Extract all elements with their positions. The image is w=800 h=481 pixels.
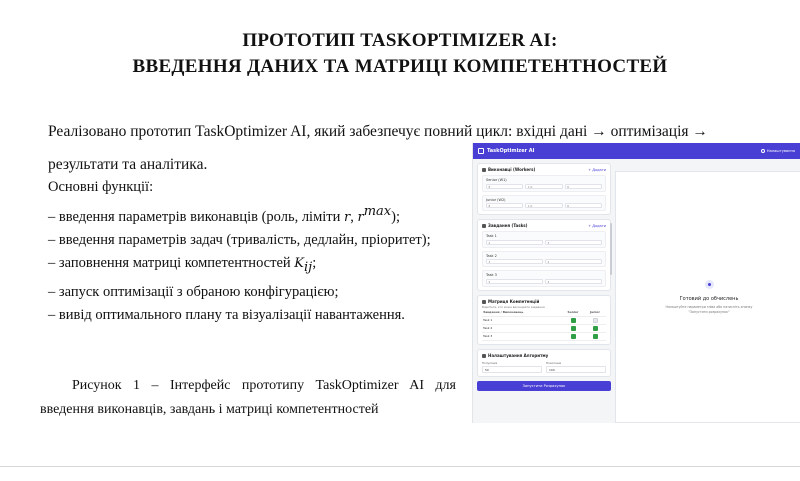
intro-line-2: результати та аналітика. [48, 156, 208, 173]
algo-title-wrap [482, 353, 548, 358]
functions-heading: Основні функції: [48, 179, 154, 195]
app-logo-icon [478, 148, 484, 154]
task-item [482, 231, 606, 248]
function-item-matrix-end: ; [312, 255, 317, 272]
function-item-tasks: – введення параметрів задач (тривалість, дедлайн, пріоритет); [48, 231, 431, 248]
matrix-row-task: Task 2 [483, 326, 493, 330]
task-field[interactable]: 3 [545, 240, 602, 245]
matrix-note: Відмітьте, хто може виконувати завдання [482, 304, 545, 309]
compute-icon [705, 280, 714, 289]
matrix-col-senior: Senior [567, 310, 579, 314]
task-field[interactable]: 3 [486, 259, 543, 264]
worker-field[interactable]: 8 [565, 184, 602, 189]
matrix-header-row [482, 309, 606, 317]
matrix-title: Матриця Компетенцій [488, 298, 540, 304]
population-input[interactable]: 50 [482, 366, 542, 373]
ready-title: Готовий до обчислень [679, 296, 739, 302]
task-item [482, 270, 606, 287]
worker-item [482, 175, 606, 192]
app-header [473, 143, 800, 159]
slide-title-line-2: ВВЕДЕННЯ ДАНИХ ТА МАТРИЦІ КОМПЕТЕНТНОСТЕЙ [132, 56, 668, 77]
task-field[interactable]: 2 [545, 259, 602, 264]
tasks-title: Завдання (Tasks) [488, 223, 528, 228]
worker-field[interactable]: 8 [486, 203, 523, 208]
matrix-row [482, 333, 606, 341]
matrix-row [482, 325, 606, 333]
symbol-separator: , [350, 208, 358, 225]
r-symbol: r [344, 209, 351, 225]
settings-button-label: Налаштування [766, 149, 795, 153]
input-column [477, 163, 611, 391]
rmax-superscript: max [363, 203, 392, 219]
function-item-output: – вивід оптимального плану та візуалізації навантаження. [48, 307, 405, 324]
worker-name: Junior (W2) [486, 197, 506, 202]
ready-state [616, 280, 800, 314]
figure-caption-line-1: Рисунок 1 – Інтерфейс прототипу TaskOptimizer AI для [72, 378, 456, 393]
tasks-scrollbar[interactable] [610, 223, 612, 275]
generations-label: Покоління [546, 360, 562, 365]
worker-name: Senior (W1) [486, 178, 507, 182]
task-name: Task 1 [486, 234, 497, 238]
function-item-run: – запуск оптимізації з обраною конфігурацією; [48, 283, 339, 300]
add-task-button[interactable]: + Додати [588, 223, 606, 228]
matrix-col-junior: Junior [590, 310, 600, 314]
task-field[interactable]: 3 [545, 279, 602, 284]
competence-checkbox[interactable] [593, 334, 598, 339]
tasks-card [477, 219, 611, 291]
competence-checkbox[interactable] [593, 326, 598, 331]
competence-checkbox[interactable] [593, 318, 598, 323]
matrix-card [477, 295, 611, 345]
footer-divider [0, 466, 800, 467]
app-screenshot [472, 143, 800, 423]
sliders-icon [482, 354, 486, 358]
settings-button[interactable] [761, 149, 795, 153]
matrix-title-wrap [482, 299, 539, 304]
generations-input[interactable]: 100 [546, 366, 606, 373]
worker-item [482, 195, 606, 212]
matrix-row [482, 317, 606, 325]
tasks-title-wrap [482, 223, 527, 228]
workers-title-wrap [482, 167, 535, 172]
k-symbol: K [294, 256, 304, 272]
competence-checkbox[interactable] [571, 318, 576, 323]
algorithm-card [477, 349, 611, 377]
matrix-row-task: Task 1 [483, 318, 493, 322]
function-item-workers [48, 200, 468, 229]
function-item-workers-end: ); [391, 208, 400, 225]
task-field[interactable]: 4 [486, 240, 543, 245]
run-calculation-button[interactable]: Запустити Розрахунок [477, 381, 611, 391]
matrix-col-task: Завдання / Виконавець [483, 310, 524, 314]
workers-title: Виконавці (Workers) [488, 167, 536, 172]
grid-icon [482, 300, 486, 304]
add-worker-button[interactable]: + Додати [588, 167, 606, 172]
slide-title [0, 28, 800, 80]
function-item-matrix [48, 252, 468, 280]
task-name: Task 3 [486, 273, 497, 277]
gear-icon [761, 149, 765, 153]
list-icon [482, 224, 486, 228]
matrix-row-task: Task 3 [483, 334, 493, 338]
worker-field[interactable]: 8 [565, 203, 602, 208]
task-field[interactable]: 5 [486, 279, 543, 284]
slide-title-line-1: ПРОТОТИП TASKOPTIMIZER AI: [242, 30, 558, 51]
function-item-matrix-text: – заповнення матриці компетентностей [48, 255, 295, 272]
functions-list [48, 176, 468, 328]
rmax-symbol: r [357, 209, 364, 225]
task-item [482, 251, 606, 268]
figure-caption-line-2: введення виконавців, завдань і матриці компетентностей [40, 402, 379, 417]
results-panel [615, 171, 800, 423]
workers-card [477, 163, 611, 215]
task-name: Task 2 [486, 253, 497, 258]
worker-field[interactable]: 1.0 [525, 203, 562, 208]
intro-line-1: Реалізовано прототип TaskOptimizer AI, який забезпечує повний цикл: вхідні дані → оптимізація → [48, 123, 708, 140]
app-title: TaskOptimizer AI [487, 148, 535, 154]
worker-field[interactable]: 8 [486, 184, 523, 189]
competence-checkbox[interactable] [571, 334, 576, 339]
population-label: Популяція [482, 360, 498, 365]
figure-caption [40, 374, 456, 422]
worker-field[interactable]: 1.0 [525, 184, 562, 189]
competence-checkbox[interactable] [571, 326, 576, 331]
users-icon [482, 168, 486, 172]
algo-title: Налаштування Алгоритму [488, 352, 549, 358]
app-brand [478, 148, 535, 154]
k-subscript: ij [304, 260, 313, 276]
ready-description: Налаштуйте параметри зліва або натисніть кнопку "Запустити розрахунок" [665, 305, 753, 314]
function-item-workers-text: – введення параметрів виконавців (роль, ліміти [48, 208, 345, 225]
